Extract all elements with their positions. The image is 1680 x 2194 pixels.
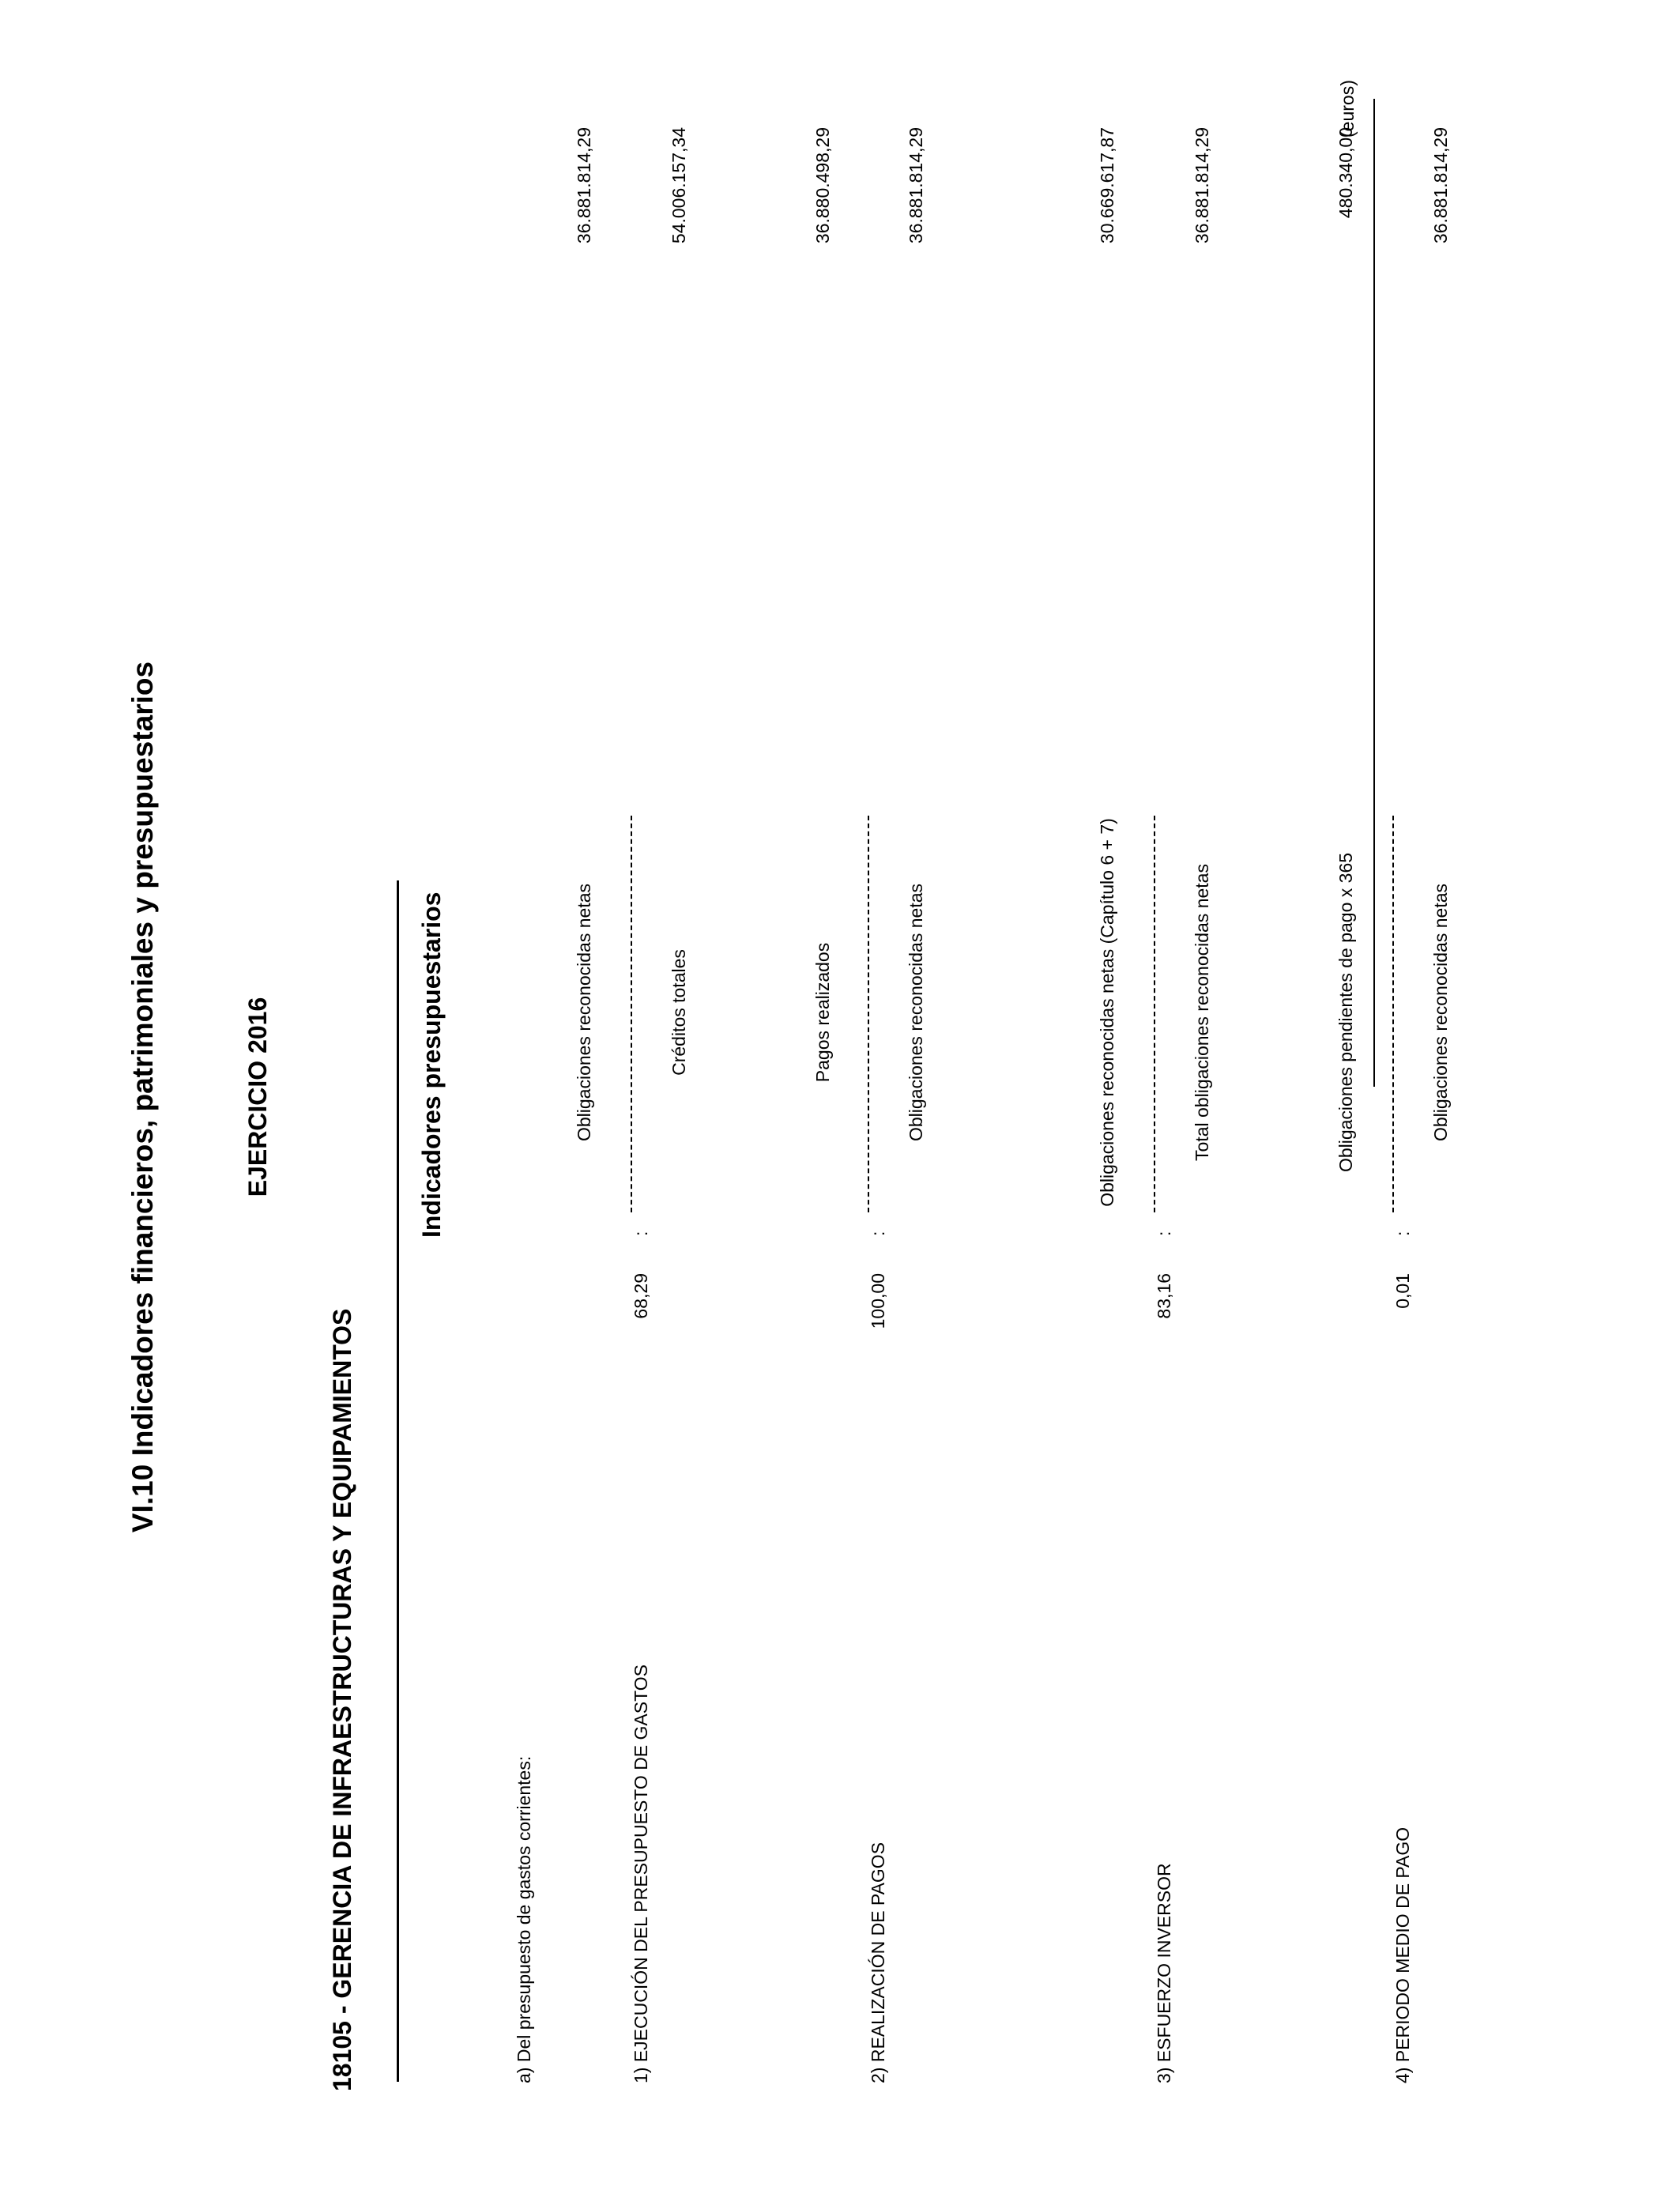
denominator-amount: 54.006.157,34 bbox=[669, 127, 689, 244]
numerator-label: Obligaciones reconocidas netas (Capítulo 6 + 7) bbox=[1097, 818, 1117, 1207]
fiscal-year-heading: EJERCICIO 2016 bbox=[243, 997, 272, 1197]
indicator-label: 1) EJECUCIÓN DEL PRESUPUESTO DE GASTOS bbox=[631, 1664, 651, 2083]
indicator-label: 3) ESFUERZO INVERSOR bbox=[1154, 1863, 1174, 2083]
numerator-label: Obligaciones pendientes de pago x 365 bbox=[1335, 852, 1356, 1173]
numerator-label: Pagos realizados bbox=[812, 942, 833, 1083]
fraction-line bbox=[1392, 816, 1394, 1212]
denominator-label: Obligaciones reconocidas netas bbox=[1430, 883, 1451, 1142]
fraction-line bbox=[868, 816, 869, 1212]
indicator-label: 2) REALIZACIÓN DE PAGOS bbox=[868, 1842, 888, 2083]
numerator-amount: 480.340,00 bbox=[1335, 127, 1356, 219]
indicator-value: 68,29 bbox=[631, 1273, 651, 1319]
indicator-value: 0,01 bbox=[1392, 1273, 1413, 1309]
subsection-intro: a) Del presupuesto de gastos corrientes: bbox=[514, 1755, 534, 2083]
fraction-line bbox=[631, 816, 632, 1212]
indicator-value: 100,00 bbox=[868, 1273, 888, 1329]
fraction-line bbox=[1154, 816, 1155, 1212]
denominator-label: Créditos totales bbox=[669, 949, 689, 1076]
denominator-amount: 36.881.814,29 bbox=[1430, 127, 1451, 244]
denominator-amount: 36.881.814,29 bbox=[906, 127, 926, 244]
document-title: VI.10 Indicadores financieros, patrimoniales y presupuestarios bbox=[126, 661, 159, 1533]
denominator-amount: 36.881.814,29 bbox=[1192, 127, 1212, 244]
entity-heading: 18105 - GERENCIA DE INFRAESTRUCTURAS Y EQUIPAMIENTOS bbox=[328, 1308, 356, 2091]
indicator-colon: : bbox=[868, 1231, 888, 1236]
indicator-colon: : bbox=[1392, 1231, 1413, 1236]
indicator-colon: : bbox=[631, 1231, 651, 1236]
indicator-label: 4) PERIODO MEDIO DE PAGO bbox=[1392, 1826, 1413, 2083]
section-heading: Indicadores presupuestarios bbox=[417, 892, 446, 1238]
heading-rule bbox=[397, 880, 399, 2082]
units-label: (euros) bbox=[1337, 80, 1358, 138]
page-frame-rule bbox=[1373, 99, 1375, 1087]
denominator-label: Obligaciones reconocidas netas bbox=[906, 883, 926, 1142]
numerator-label: Obligaciones reconocidas netas bbox=[574, 883, 594, 1142]
indicator-value: 83,16 bbox=[1154, 1273, 1174, 1319]
numerator-amount: 36.880.498,29 bbox=[812, 127, 833, 244]
denominator-label: Total obligaciones reconocidas netas bbox=[1192, 864, 1212, 1161]
numerator-amount: 36.881.814,29 bbox=[574, 127, 594, 244]
indicator-colon: : bbox=[1154, 1231, 1174, 1236]
numerator-amount: 30.669.617,87 bbox=[1097, 127, 1117, 244]
